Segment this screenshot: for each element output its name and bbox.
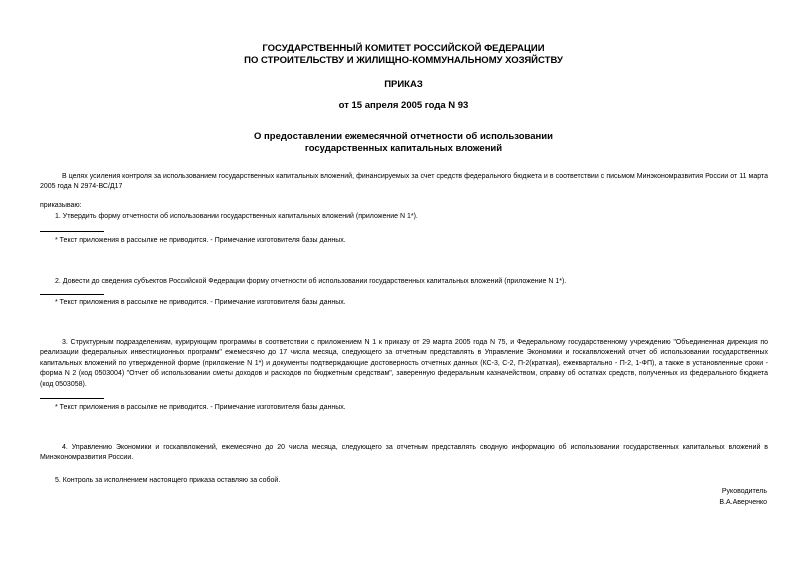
committee-name-line2: ПО СТРОИТЕЛЬСТВУ И ЖИЛИЩНО-КОММУНАЛЬНОМУ ХОЗЯЙСТВУ [244,55,563,66]
item-2: 2. Довести до сведения субъектов Российской Федерации форму отчетности об использовании государственных капитальных вложений (приложение N 1*). [55,278,567,285]
item-5: 5. Контроль за исполнением настоящего приказа оставляю за собой. [55,477,281,484]
document-type: ПРИКАЗ [384,79,423,90]
footnote-separator-3 [40,398,104,399]
document-date: от 15 апреля 2005 года N 93 [338,100,469,111]
footnote-2: * Текст приложения в рассылке не приводится. - Примечание изготовителя базы данных. [55,299,346,306]
item-1: 1. Утвердить форму отчетности об использовании государственных капитальных вложений (приложение N 1*). [55,213,418,220]
footnote-separator-2 [40,294,104,295]
committee-name-line1: ГОСУДАРСТВЕННЫЙ КОМИТЕТ РОССИЙСКОЙ ФЕДЕРАЦИИ [262,43,545,54]
item-4: 4. Управлению Экономики и госкапвложений, ежемесячно до 20 числа месяца, следующего за отчетным представлять сводную информацию об использовании государственных капитальных вложений в Минэкономразвития России. [40,444,768,462]
footnote-separator-1 [40,231,104,232]
signature-title: Руководитель [721,488,767,495]
subject-line1: О предоставлении ежемесячной отчетности об использовании [254,131,553,142]
subject-line2: государственных капитальных вложений [304,143,503,154]
footnote-3: * Текст приложения в рассылке не приводится. - Примечание изготовителя базы данных. [55,404,346,411]
preamble: В целях усиления контроля за использованием государственных капитальных вложений, финансируемых за счет средств федерального бюджета и в соответствии с письмом Минэкономразвития России от 11 марта 2005 года N 2974-ВС/Д17 [40,173,768,191]
footnote-1: * Текст приложения в рассылке не приводится. - Примечание изготовителя базы данных. [55,237,346,244]
signature-name: В.А.Аверченко [719,499,767,506]
order-word: приказываю: [40,202,82,209]
item-3: 3. Структурным подразделениям, курирующим программы в соответствии с приложением N 1 к приказу от 29 марта 2005 года N 75, и Федеральному государственному учреждению "Объединенная дирекция по реализации федеральных инвестиционных программ" ежемесячно до 17 числа месяца, следующего за отчетным представлять в Управление Экономики и госкапвложений отчет об использовании государственных капитальных вложений по утвержденной форме (приложение N 1*) и документы подтверждающие достоверность отчетных данных (КС-3, С-2, П-2(краткая), ежеквартально - П-2, 1-ФП), а также в установленные сроки - форма N 2 (код 0503004) "Отчет об использовании сметы доходов и расходов по бюджетным средствам", заверенную федеральным казначейством, справку об остатках средств, полученных из федерального бюджета (код 0503058). [40,339,768,388]
